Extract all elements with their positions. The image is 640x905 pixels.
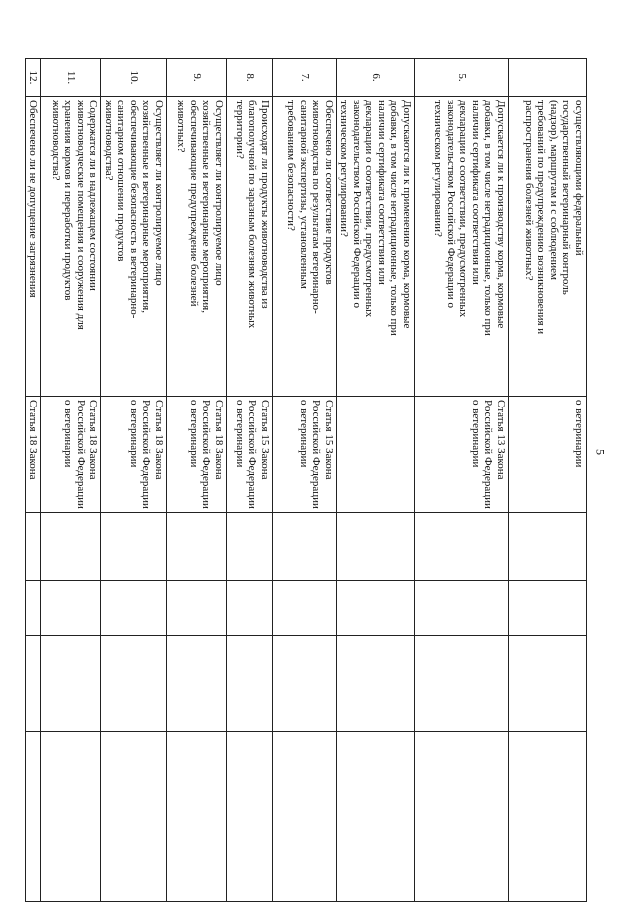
legal-reference: Статья 13 Закона Российской Федерации о ветеринарии xyxy=(415,397,509,513)
answer-yes-cell xyxy=(227,513,273,581)
answer-no-cell xyxy=(337,581,415,636)
answer-no-cell xyxy=(509,581,587,636)
answer-no-cell xyxy=(227,581,273,636)
answer-yes-cell xyxy=(101,513,167,581)
row-number: 9. xyxy=(167,59,227,97)
note-cell xyxy=(273,732,337,902)
note-cell xyxy=(41,732,101,902)
note-cell xyxy=(415,732,509,902)
row-number xyxy=(509,59,587,97)
legal-reference: Статья 18 Закона Российской Федерации о ветеринарии xyxy=(41,397,101,513)
requirement-question: Обеспечено ли соответствие продуктов животноводства по результатам ветеринарно- санитарной экспертизы, установленным требованиям безопасности? xyxy=(273,97,337,397)
row-number: 12. xyxy=(26,59,42,97)
requirement-question: Допускается ли к производству корма, кормовые добавки, в том числе нетрадиционные, только при наличии сертификата соответствия или декларации о соответствии, предусмотренных законодательством Российской Федерации о техническом регулировании? xyxy=(415,97,509,397)
note-cell xyxy=(26,732,42,902)
table-row xyxy=(273,59,337,902)
row-number: 10. xyxy=(101,59,167,97)
table-row xyxy=(167,59,227,902)
table-row xyxy=(337,59,415,902)
table-row xyxy=(41,59,101,902)
table-row xyxy=(509,59,587,902)
answer-na-cell xyxy=(337,636,415,732)
row-number: 6. xyxy=(337,59,415,97)
answer-na-cell xyxy=(227,636,273,732)
answer-no-cell xyxy=(273,581,337,636)
answer-yes-cell xyxy=(273,513,337,581)
table-row xyxy=(415,59,509,902)
answer-yes-cell xyxy=(167,513,227,581)
legal-reference: Статья 18 Закона Российской Федерации о ветеринарии xyxy=(101,397,167,513)
page-number: 5 xyxy=(593,449,608,455)
answer-yes-cell xyxy=(509,513,587,581)
answer-na-cell xyxy=(41,636,101,732)
legal-reference: Статья 15 Закона Российской Федерации о ветеринарии xyxy=(227,397,273,513)
note-cell xyxy=(167,732,227,902)
answer-yes-cell xyxy=(415,513,509,581)
checklist-table xyxy=(25,58,587,902)
answer-no-cell xyxy=(415,581,509,636)
legal-reference: Статья 15 Закона Российской Федерации о ветеринарии xyxy=(273,397,337,513)
row-number: 7. xyxy=(273,59,337,97)
legal-reference xyxy=(337,397,415,513)
answer-yes-cell xyxy=(337,513,415,581)
answer-na-cell xyxy=(26,636,42,732)
table-row xyxy=(101,59,167,902)
answer-no-cell xyxy=(41,581,101,636)
note-cell xyxy=(337,732,415,902)
answer-no-cell xyxy=(101,581,167,636)
legal-reference: Статья 18 Закона xyxy=(26,397,42,513)
requirement-question: Осуществляет ли контролируемое лицо хозяйственные и ветеринарные мероприятия, обеспечивающие предупреждение болезней животных? xyxy=(167,97,227,397)
note-cell xyxy=(227,732,273,902)
answer-na-cell xyxy=(415,636,509,732)
answer-na-cell xyxy=(167,636,227,732)
answer-yes-cell xyxy=(41,513,101,581)
answer-na-cell xyxy=(101,636,167,732)
row-number: 8. xyxy=(227,59,273,97)
requirement-question: Осуществляет ли контролируемое лицо хозяйственные и ветеринарные мероприятия, обеспечивающие безопасность в ветеринарно- санитарном отношении продуктов животноводства? xyxy=(101,97,167,397)
requirement-question: Содержатся ли в надлежащем состоянии животноводческие помещения и сооружения для хранения кормов и переработки продуктов животноводства? xyxy=(41,97,101,397)
note-cell xyxy=(101,732,167,902)
legal-reference: о ветеринарии xyxy=(509,397,587,513)
table-row xyxy=(26,59,42,902)
legal-reference: Статья 18 Закона Российской Федерации о ветеринарии xyxy=(167,397,227,513)
answer-na-cell xyxy=(273,636,337,732)
row-number: 5. xyxy=(415,59,509,97)
requirement-question: Обеспечено ли не допущение загрязнения xyxy=(26,97,42,397)
requirement-question: осуществляющими федеральный государственный ветеринарный контроль (надзор), маршрутам и с соблюдением требований по предупреждению возникновения и распространения болезней животных? xyxy=(509,97,587,397)
table-row xyxy=(227,59,273,902)
requirement-question: Происходят ли продукты животноводства из благополучной по заразным болезням животных территории? xyxy=(227,97,273,397)
answer-no-cell xyxy=(167,581,227,636)
answer-no-cell xyxy=(26,581,42,636)
row-number: 11. xyxy=(41,59,101,97)
rotated-table-container xyxy=(27,58,587,901)
answer-yes-cell xyxy=(26,513,42,581)
note-cell xyxy=(509,732,587,902)
answer-na-cell xyxy=(509,636,587,732)
requirement-question: Допускаются ли к применению корма, кормовые добавки, в том числе нетрадиционные, только при наличии сертификата соответствия или декларации о соответствии, предусмотренных законодательством Российской Федерации о техническом регулировании? xyxy=(337,97,415,397)
